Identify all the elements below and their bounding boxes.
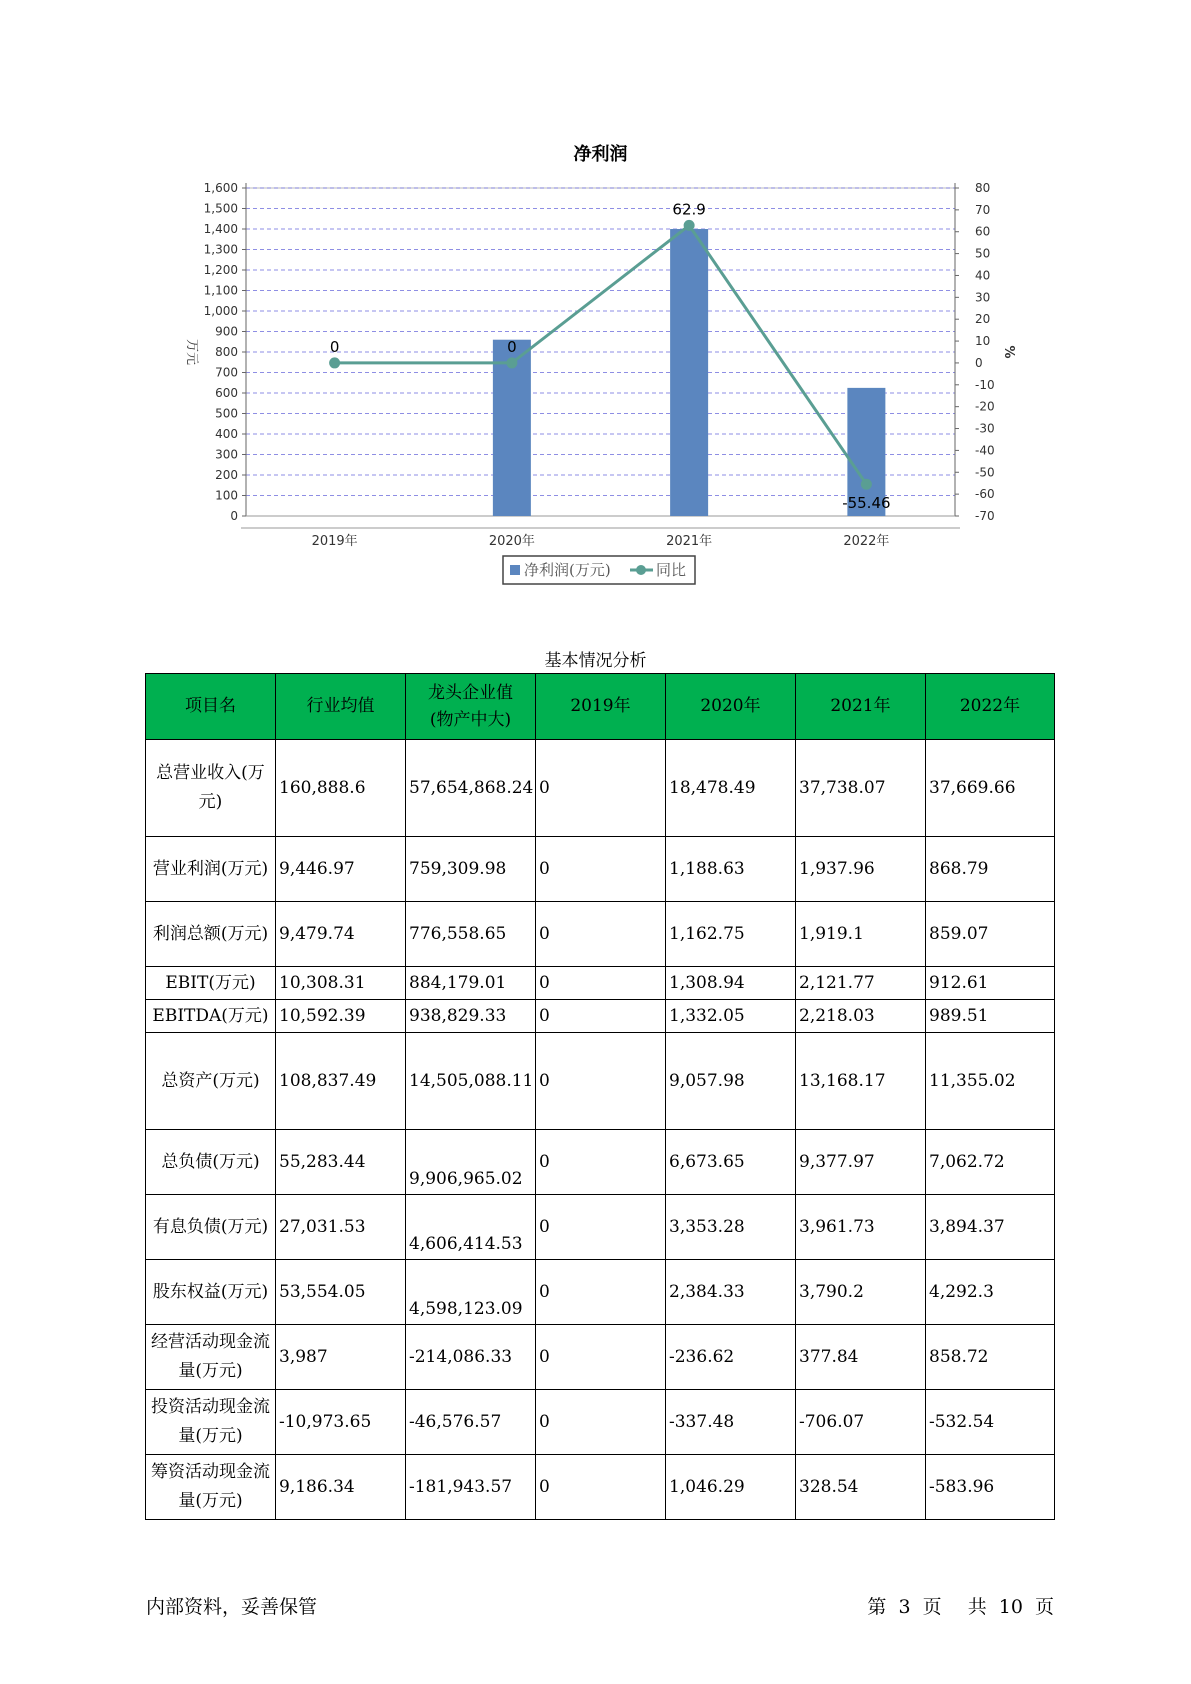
y-tick-label: 0 bbox=[230, 509, 238, 523]
y2-tick-label: 10 bbox=[975, 334, 991, 349]
yoy-point bbox=[506, 357, 517, 368]
table-cell: -532.54 bbox=[926, 1390, 1055, 1455]
table-cell: 14,505,088.11 bbox=[406, 1033, 536, 1130]
y2-tick-label: 50 bbox=[975, 246, 991, 261]
table-cell: -181,943.57 bbox=[406, 1455, 536, 1520]
table-cell: 37,738.07 bbox=[796, 740, 926, 837]
yoy-data-label: 0 bbox=[329, 337, 340, 356]
table-cell: 18,478.49 bbox=[666, 740, 796, 837]
column-header-label: 龙头企业值 bbox=[428, 683, 513, 704]
table-cell: 868.79 bbox=[926, 837, 1055, 902]
x-tick-label: 2021年 bbox=[666, 534, 713, 549]
total-pages: 10 bbox=[998, 1596, 1023, 1618]
table-row bbox=[146, 902, 1055, 967]
row-label: 经营活动现金流量(万元) bbox=[146, 1325, 276, 1390]
total-word-2: 页 bbox=[1034, 1596, 1054, 1618]
y2-tick-label: -50 bbox=[975, 465, 995, 480]
table-row bbox=[146, 1195, 1055, 1260]
page-word-2: 页 bbox=[922, 1596, 942, 1618]
y2-axis-label: % bbox=[1001, 345, 1016, 359]
table-cell: 10,592.39 bbox=[276, 1000, 406, 1033]
table-cell: 0 bbox=[536, 1455, 666, 1520]
table-cell: 0 bbox=[536, 1390, 666, 1455]
table-cell: 759,309.98 bbox=[406, 837, 536, 902]
table-cell: 1,162.75 bbox=[666, 902, 796, 967]
table-cell: 377.84 bbox=[796, 1325, 926, 1390]
table-cell: -583.96 bbox=[926, 1455, 1055, 1520]
y-tick-label: 100 bbox=[215, 488, 238, 503]
y2-tick-label: 40 bbox=[975, 268, 991, 283]
column-header bbox=[406, 674, 536, 740]
y-tick-label: 600 bbox=[215, 386, 238, 400]
table-cell: -214,086.33 bbox=[406, 1325, 536, 1390]
table-cell: 328.54 bbox=[796, 1455, 926, 1520]
row-label: 总营业收入(万元) bbox=[146, 740, 276, 837]
page-number: 3 bbox=[898, 1596, 911, 1618]
net-profit-bar bbox=[670, 229, 708, 516]
table-row bbox=[146, 1455, 1055, 1520]
legend-line-label: 同比 bbox=[656, 561, 687, 579]
table-row bbox=[146, 837, 1055, 902]
table-cell: 7,062.72 bbox=[926, 1130, 1055, 1195]
y2-tick-label: -10 bbox=[975, 377, 995, 392]
table-row bbox=[146, 1260, 1055, 1325]
table-cell: 10,308.31 bbox=[276, 967, 406, 1000]
table-cell: 0 bbox=[536, 1195, 666, 1260]
table-row bbox=[146, 1325, 1055, 1390]
legend-line-marker bbox=[636, 565, 646, 575]
y-axis-label: 万元 bbox=[184, 338, 199, 366]
table-cell: 6,673.65 bbox=[666, 1130, 796, 1195]
table-row bbox=[146, 967, 1055, 1000]
table-cell: 3,894.37 bbox=[926, 1195, 1055, 1260]
table-cell: 776,558.65 bbox=[406, 902, 536, 967]
y-tick-label: 1,600 bbox=[203, 181, 238, 195]
y2-tick-label: -20 bbox=[975, 399, 995, 414]
table-row bbox=[146, 1130, 1055, 1195]
y-tick-label: 700 bbox=[215, 365, 238, 380]
row-label: 营业利润(万元) bbox=[146, 837, 276, 902]
table-cell: 2,218.03 bbox=[796, 1000, 926, 1033]
table-cell: 912.61 bbox=[926, 967, 1055, 1000]
table-cell: 2,384.33 bbox=[666, 1260, 796, 1325]
y-tick-label: 1,200 bbox=[203, 263, 238, 277]
column-header-label: 2022年 bbox=[959, 696, 1021, 717]
chart-title: 净利润 bbox=[573, 144, 628, 165]
table-cell: 0 bbox=[536, 1325, 666, 1390]
table-cell: 4,606,414.53 bbox=[406, 1195, 536, 1260]
table-cell: 1,919.1 bbox=[796, 902, 926, 967]
column-header bbox=[276, 674, 406, 740]
table-cell: 0 bbox=[536, 837, 666, 902]
column-header-sublabel: (物产中大) bbox=[429, 709, 512, 730]
yoy-data-label: 0 bbox=[507, 337, 517, 356]
table-cell: 0 bbox=[536, 1033, 666, 1130]
yoy-point bbox=[861, 479, 872, 490]
y2-tick-label: 20 bbox=[975, 312, 991, 327]
table-cell: 0 bbox=[536, 967, 666, 1000]
row-label: 利润总额(万元) bbox=[146, 902, 276, 967]
column-header bbox=[926, 674, 1055, 740]
column-header-label: 2019年 bbox=[570, 696, 631, 717]
table-cell: 4,598,123.09 bbox=[406, 1260, 536, 1325]
row-label: 股东权益(万元) bbox=[146, 1260, 276, 1325]
table-cell: 0 bbox=[536, 1000, 666, 1033]
table-cell: 0 bbox=[536, 902, 666, 967]
legend-bar-swatch bbox=[510, 565, 520, 575]
table-cell: 1,188.63 bbox=[666, 837, 796, 902]
column-header-label: 2021年 bbox=[830, 696, 891, 717]
column-header bbox=[536, 674, 666, 740]
yoy-data-label: 62.9 bbox=[672, 200, 706, 219]
x-tick-label: 2022年 bbox=[843, 534, 890, 549]
table-cell: 37,669.66 bbox=[926, 740, 1055, 837]
yoy-line bbox=[335, 225, 867, 484]
row-label: 筹资活动现金流量(万元) bbox=[146, 1455, 276, 1520]
table-cell: -337.48 bbox=[666, 1390, 796, 1455]
table-cell: 9,446.97 bbox=[276, 837, 406, 902]
table-cell: 13,168.17 bbox=[796, 1033, 926, 1130]
basic-analysis-table bbox=[145, 673, 1055, 1520]
column-header bbox=[666, 674, 796, 740]
y-tick-label: 900 bbox=[215, 324, 238, 339]
y2-tick-label: -40 bbox=[975, 443, 995, 458]
y2-tick-label: 0 bbox=[975, 355, 983, 370]
total-word: 共 bbox=[967, 1596, 987, 1618]
table-cell: 0 bbox=[536, 1130, 666, 1195]
page-word: 第 bbox=[867, 1596, 887, 1618]
row-label: 总负债(万元) bbox=[146, 1130, 276, 1195]
table-cell: 160,888.6 bbox=[276, 740, 406, 837]
yoy-point bbox=[329, 357, 340, 368]
table-cell: 9,057.98 bbox=[666, 1033, 796, 1130]
table-cell: -706.07 bbox=[796, 1390, 926, 1455]
yoy-point bbox=[684, 220, 695, 231]
table-header-row bbox=[146, 674, 1055, 740]
table-caption: 基本情况分析 bbox=[544, 651, 647, 671]
column-header bbox=[796, 674, 926, 740]
table-cell: 9,186.34 bbox=[276, 1455, 406, 1520]
y2-tick-label: 70 bbox=[975, 202, 991, 217]
y-tick-label: 1,000 bbox=[203, 304, 238, 318]
table-cell: -46,576.57 bbox=[406, 1390, 536, 1455]
table-cell: 0 bbox=[536, 740, 666, 837]
y2-tick-label: 30 bbox=[975, 290, 991, 305]
table-cell: 0 bbox=[536, 1260, 666, 1325]
column-header-label: 项目名 bbox=[185, 696, 236, 717]
y2-tick-label: -70 bbox=[975, 509, 995, 523]
y-tick-label: 1,300 bbox=[203, 242, 238, 257]
table-cell: 3,790.2 bbox=[796, 1260, 926, 1325]
y2-tick-label: 80 bbox=[975, 181, 991, 195]
table-cell: 1,308.94 bbox=[666, 967, 796, 1000]
y-tick-label: 300 bbox=[215, 447, 238, 462]
table-cell: -10,973.65 bbox=[276, 1390, 406, 1455]
y-tick-label: 1,500 bbox=[203, 201, 238, 216]
row-label: EBITDA(万元) bbox=[146, 1000, 276, 1033]
x-tick-label: 2020年 bbox=[488, 534, 535, 549]
table-row bbox=[146, 1390, 1055, 1455]
table-cell: 57,654,868.24 bbox=[406, 740, 536, 837]
row-label: 有息负债(万元) bbox=[146, 1195, 276, 1260]
table-cell: 9,377.97 bbox=[796, 1130, 926, 1195]
confidential-note: 内部资料，妥善保管 bbox=[146, 1596, 318, 1618]
table-cell: 108,837.49 bbox=[276, 1033, 406, 1130]
y-tick-label: 200 bbox=[215, 468, 238, 482]
row-label: 总资产(万元) bbox=[146, 1033, 276, 1130]
table-cell: 989.51 bbox=[926, 1000, 1055, 1033]
table-row bbox=[146, 740, 1055, 837]
table-cell: 11,355.02 bbox=[926, 1033, 1055, 1130]
y-tick-label: 1,100 bbox=[203, 283, 238, 298]
table-cell: 53,554.05 bbox=[276, 1260, 406, 1325]
y-tick-label: 800 bbox=[215, 345, 238, 359]
y2-tick-label: 60 bbox=[975, 224, 991, 239]
row-label: 投资活动现金流量(万元) bbox=[146, 1390, 276, 1455]
y2-tick-label: -60 bbox=[975, 487, 995, 502]
table-cell: 858.72 bbox=[926, 1325, 1055, 1390]
table-cell: 3,353.28 bbox=[666, 1195, 796, 1260]
column-header-label: 行业均值 bbox=[306, 696, 375, 717]
table-cell: 9,906,965.02 bbox=[406, 1130, 536, 1195]
table-cell: 884,179.01 bbox=[406, 967, 536, 1000]
table-cell: 1,937.96 bbox=[796, 837, 926, 902]
table-cell: 27,031.53 bbox=[276, 1195, 406, 1260]
net-profit-chart bbox=[0, 0, 1191, 600]
page-indicator bbox=[861, 1592, 1054, 1619]
table-cell: 1,332.05 bbox=[666, 1000, 796, 1033]
table-cell: 3,961.73 bbox=[796, 1195, 926, 1260]
y-tick-label: 500 bbox=[215, 406, 238, 421]
y2-tick-label: -30 bbox=[975, 421, 995, 436]
table-cell: 938,829.33 bbox=[406, 1000, 536, 1033]
table-cell: 55,283.44 bbox=[276, 1130, 406, 1195]
legend-bar-label: 净利润(万元) bbox=[524, 561, 611, 579]
table-cell: 859.07 bbox=[926, 902, 1055, 967]
y-tick-label: 1,400 bbox=[203, 222, 238, 236]
table-row bbox=[146, 1000, 1055, 1033]
table-cell: 4,292.3 bbox=[926, 1260, 1055, 1325]
row-label: EBIT(万元) bbox=[146, 967, 276, 1000]
column-header bbox=[146, 674, 276, 740]
table-cell: 2,121.77 bbox=[796, 967, 926, 1000]
table-cell: 1,046.29 bbox=[666, 1455, 796, 1520]
y-tick-label: 400 bbox=[215, 427, 238, 441]
column-header-label: 2020年 bbox=[700, 696, 761, 717]
table-row bbox=[146, 1033, 1055, 1130]
x-tick-label: 2019年 bbox=[311, 534, 358, 549]
table-cell: -236.62 bbox=[666, 1325, 796, 1390]
table-cell: 9,479.74 bbox=[276, 902, 406, 967]
table-cell: 3,987 bbox=[276, 1325, 406, 1390]
yoy-data-label: -55.46 bbox=[842, 494, 891, 513]
